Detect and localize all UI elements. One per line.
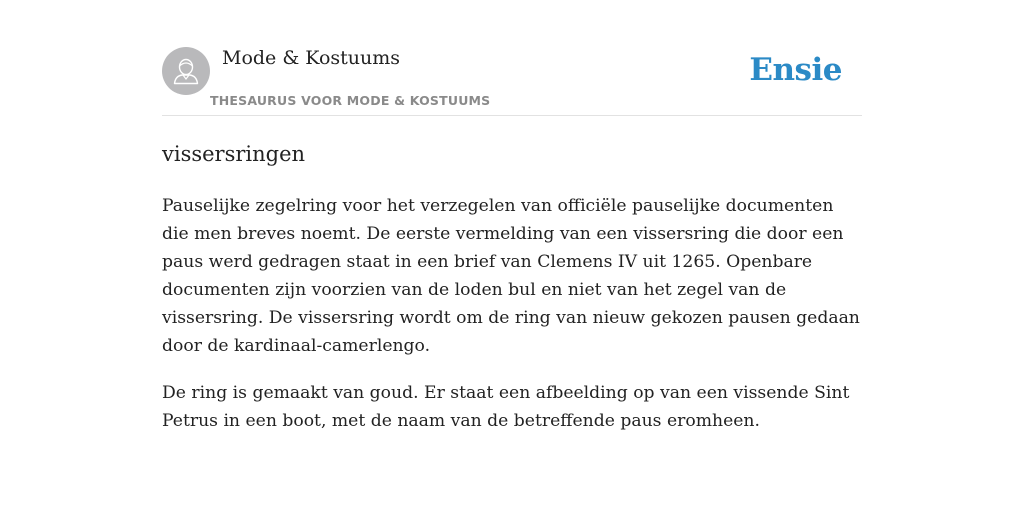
header-divider [162,115,862,116]
page [162,0,862,512]
entry-definition [162,192,862,454]
entry-term-title: vissersringen [162,142,306,166]
source-title-link[interactable]: Mode & Kostuums [222,47,401,69]
ensie-logo[interactable]: Ensie [749,52,842,88]
definition-paragraph: De ring is gemaakt van goud. Er staat een afbeelding op van een vissende Sint Petrus in een boot, met de naam van de betreffende paus eromheen. [162,383,850,431]
user-avatar-icon[interactable] [162,47,210,95]
source-subtitle: THESAURUS VOOR MODE & KOSTUUMS [210,93,491,108]
definition-paragraph: Pauselijke zegelring voor het verzegelen van officiële pauselijke documenten die men breves noemt. De eerste vermelding van een vissersring die door een paus werd gedragen staat in een brief van Clemens IV uit 1265. Openbare documenten zijn voorzien van de loden bul en niet van het zegel van de vissersring. De vissersring wordt om de ring van nieuw gekozen pausen gedaan door de kardinaal-camerlengo. [162,196,860,356]
